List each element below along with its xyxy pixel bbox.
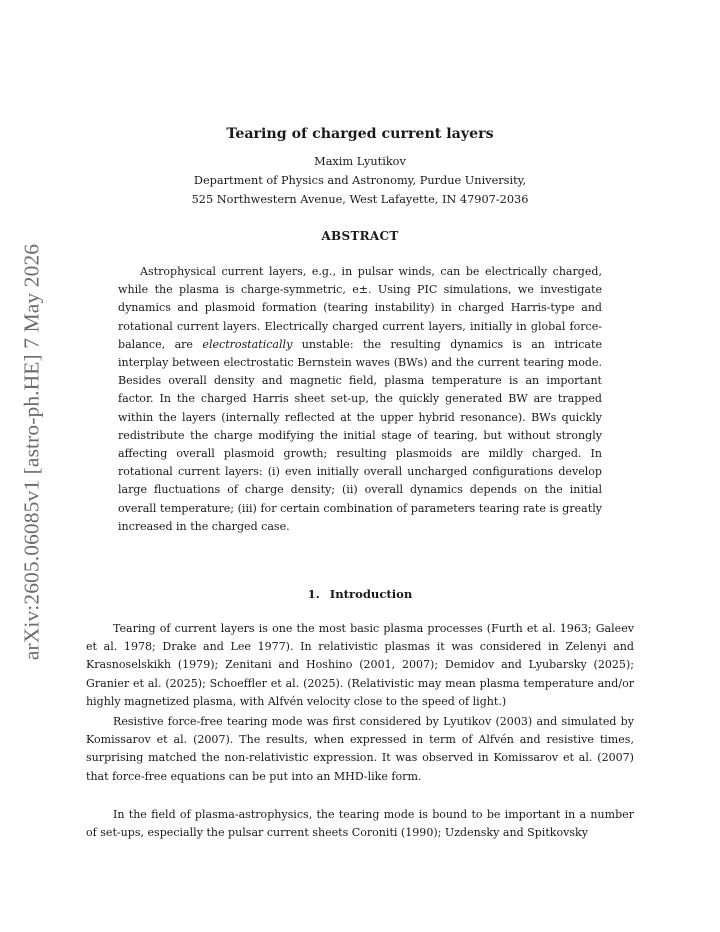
intro-paragraph-2: Resistive force-free tearing mode was first considered by Lyutikov (2003) and simulated by Komissarov et al. (2007). The results, when expressed in term of Alfvén and resistive times, surprising matched the non-relativistic expression. It was observed in Komissarov et al. (2007) that force-free equations can be put into an MHD-like form. <box>86 715 634 783</box>
section-number: 1. <box>307 587 320 601</box>
affiliation-line-2: 525 Northwestern Avenue, West Lafayette, IN 47907-2036 <box>191 193 529 206</box>
paper-title: Tearing of charged current layers <box>226 126 494 142</box>
abstract-emphasis: electrostatically <box>202 337 293 351</box>
abstract-text <box>118 263 602 536</box>
arxiv-sidebar-stamp <box>14 232 50 672</box>
section-title: Introduction <box>329 587 413 601</box>
section-heading-introduction <box>86 587 634 601</box>
affiliation-line-1: Department of Physics and Astronomy, Purdue University, <box>193 174 527 187</box>
abstract-text-part-1: Astrophysical current layers, e.g., in pulsar winds, can be electrically charged, while the plasma is charge-symmetric, e±. Using PIC simulations, we investigate dynamics and plasmoid formation (tearing instability) in charged Harris-type and rotational current layers. Electrically charged current layers, initially in global force-balance, are <box>118 265 602 351</box>
intro-paragraph-3: In the field of plasma-astrophysics, the tearing mode is bound to be important in a number of set-ups, especially the pulsar current sheets Coroniti (1990); Uzdensky and Spitkovsky <box>86 808 634 840</box>
abstract-text-part-2: unstable: the resulting dynamics is an intricate interplay between electrostatic Bernstein waves (BWs) and the current tearing mode. Besides overall density and magnetic field, plasma temperature is an important factor. In the charged Harris sheet set-up, the quickly generated BW are trapped within the layers (internally reflected at the upper hybrid resonance). BWs quickly redistribute the charge modifying the initial stage of tearing, but without strongly affecting overall plasmoid growth; resulting plasmoids are mildly charged. In rotational current layers: (i) even initially overall uncharged configurations develop large fluctuations of charge density; (ii) overall dynamics depends on the initial overall temperature; (iii) for certain combination of parameters tearing rate is greatly increased in the charged case. <box>118 337 602 533</box>
author-name: Maxim Lyutikov <box>314 155 406 168</box>
abstract-heading: ABSTRACT <box>321 229 399 243</box>
arxiv-identifier: arXiv:2605.06085v1 [astro-ph.HE] 7 May 2026 <box>19 243 44 661</box>
intro-paragraph-1: Tearing of current layers is one the most basic plasma processes (Furth et al. 1963; Galeev et al. 1978; Drake and Lee 1977). In relativistic plasmas it was considered in Zelenyi and Krasnoselskikh (1979); Zenitani and Hoshino (2001, 2007); Demidov and Lyubarsky (2025); Granier et al. (2025); Schoeffler et al. (2025). (Relativistic may mean plasma temperature and/or highly magnetized plasma, with Alfvén velocity close to the speed of light.) <box>86 622 634 708</box>
